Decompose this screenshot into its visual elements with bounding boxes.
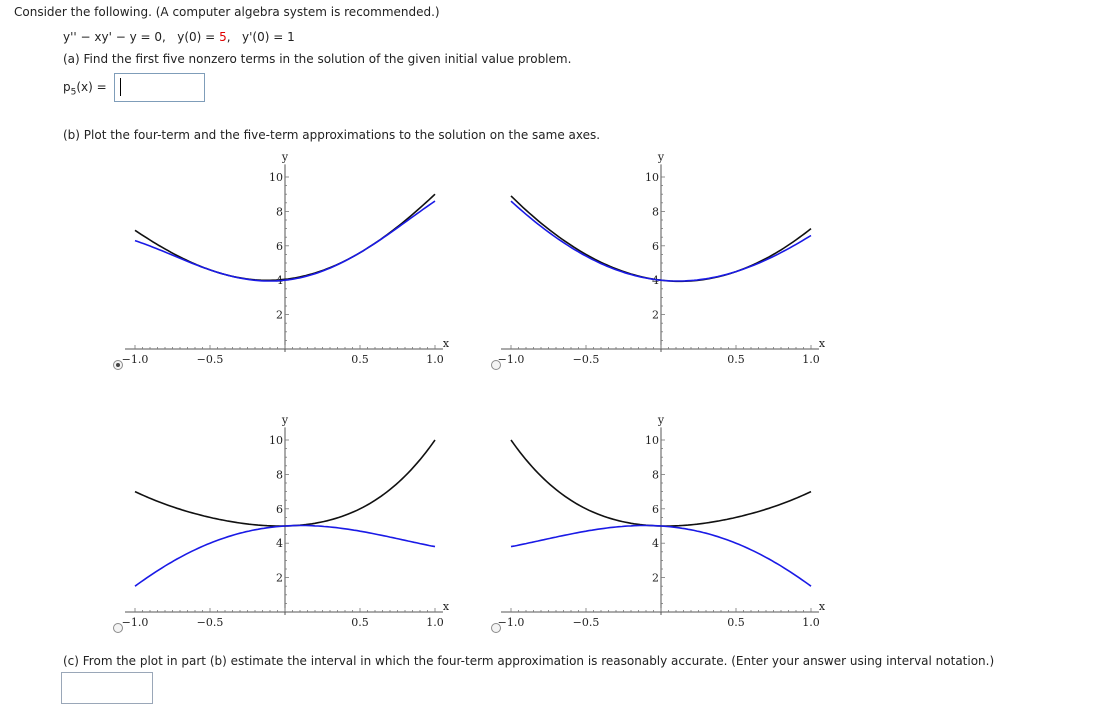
y-tick-label: 8 (652, 205, 659, 219)
x-tick-label: −0.5 (572, 353, 600, 366)
y-tick-label: 8 (652, 468, 659, 482)
x-tick-label: −1.0 (121, 616, 149, 629)
y-tick-label: 8 (276, 468, 283, 482)
plot-panel-4 (498, 413, 826, 629)
x-tick-label: 1.0 (802, 353, 820, 366)
x-tick-label: 0.5 (351, 616, 369, 629)
y-tick-label: 6 (652, 502, 659, 516)
y-axis-label: y (281, 150, 289, 164)
x-tick-label: −1.0 (121, 353, 149, 366)
x-tick-label: 0.5 (727, 616, 745, 629)
y-tick-label: 10 (645, 434, 659, 447)
x-tick-label: −0.5 (572, 616, 600, 629)
part-a-prompt: (a) Find the first five nonzero terms in the solution of the given initial value problem. (63, 52, 572, 66)
y-tick-label: 2 (652, 308, 659, 322)
x-tick-label: 0.5 (351, 353, 369, 366)
x-tick-label: −0.5 (196, 616, 224, 629)
equation-ic1-sep: , (226, 30, 231, 44)
plot-panel-2 (498, 150, 826, 366)
plot-panel-1 (122, 150, 450, 366)
y-tick-label: 6 (652, 239, 659, 253)
y-tick-label: 8 (276, 205, 283, 219)
y-tick-label: 10 (269, 171, 283, 184)
y-tick-label: 10 (645, 171, 659, 184)
x-tick-label: −1.0 (497, 353, 525, 366)
x-axis-label: x (818, 337, 826, 350)
x-axis-label: x (442, 600, 450, 613)
x-tick-label: 0.5 (727, 353, 745, 366)
part-c-answer-input[interactable] (61, 672, 153, 704)
y-axis-label: y (281, 413, 289, 427)
y-tick-label: 10 (269, 434, 283, 447)
equation-ic2: y'(0) = 1 (241, 30, 295, 44)
x-tick-label: −1.0 (497, 616, 525, 629)
equation-ic1-label: y(0) = (177, 30, 220, 44)
y-tick-label: 2 (276, 308, 283, 322)
equation-ic1-value: 5 (219, 30, 227, 44)
y-tick-label: 4 (652, 537, 659, 551)
y-axis-label: y (657, 413, 665, 427)
x-tick-label: 1.0 (426, 353, 444, 366)
y-tick-label: 6 (276, 239, 283, 253)
part-a-label-sub: 5 (70, 87, 77, 98)
x-tick-label: −0.5 (196, 353, 224, 366)
part-b-prompt: (b) Plot the four-term and the five-term approximations to the solution on the same axes. (63, 128, 601, 142)
x-axis-label: x (442, 337, 450, 350)
x-tick-label: 1.0 (802, 616, 820, 629)
y-tick-label: 4 (276, 537, 283, 551)
y-axis-label: y (657, 150, 665, 164)
y-tick-label: 2 (276, 571, 283, 585)
y-tick-label: 4 (652, 274, 659, 288)
intro-text: Consider the following. (A computer algebra system is recommended.) (14, 5, 440, 19)
part-a-label-rest: (x) = (76, 80, 107, 94)
y-tick-label: 4 (276, 274, 283, 288)
x-tick-label: 1.0 (426, 616, 444, 629)
x-axis-label: x (818, 600, 826, 613)
y-tick-label: 2 (652, 571, 659, 585)
part-a-label-p: p (63, 80, 71, 94)
y-tick-label: 6 (276, 502, 283, 516)
part-c-prompt: (c) From the plot in part (b) estimate the interval in which the four-term approximation is reasonably accurate. (Enter your answer using interval notation.) (63, 654, 995, 668)
equation-de: y'' − xy' − y = 0, (63, 30, 166, 44)
plot-panel-3 (122, 413, 450, 629)
